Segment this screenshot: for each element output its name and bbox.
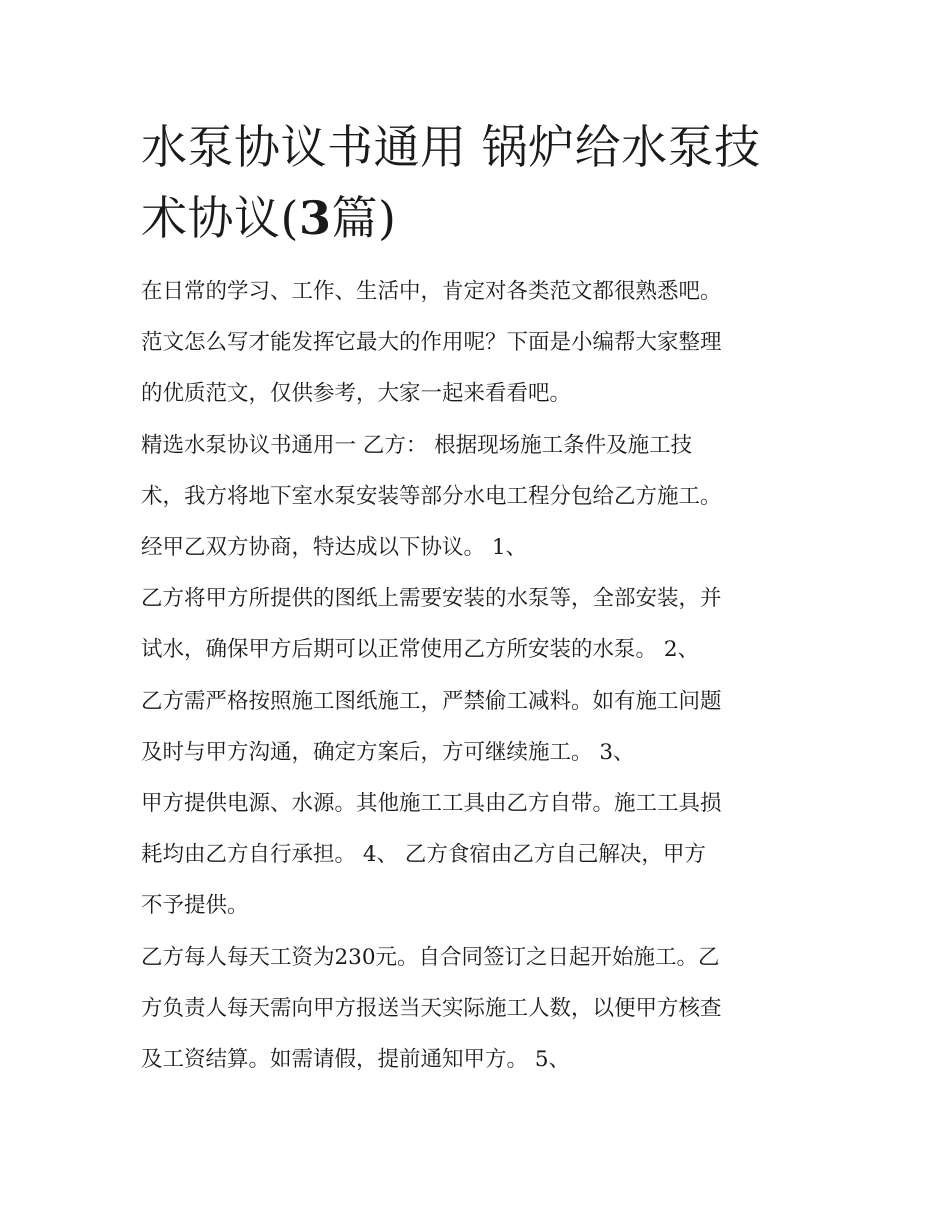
paragraph-clause-4	[141, 932, 821, 1086]
text-line: 在日常的学习、工作、生活中，肯定对各类范文都很熟悉吧。	[141, 279, 722, 304]
title-line-1: 水泵协议书通用 锅炉给水泵技	[141, 120, 761, 174]
text-line: 术，我方将地下室水泵安装等部分水电工程分包给乙方施工。	[141, 483, 722, 509]
text-line: 乙方每人每天工资为230元。自合同签订之日起开始施工。乙	[141, 944, 720, 970]
paragraph-clause-2	[141, 676, 821, 778]
text-line: 试水，确保甲方后期可以正常使用乙方所安装的水泵。 2、	[141, 637, 700, 663]
text-line: 不予提供。	[141, 893, 249, 919]
text-line: 方负责人每天需向甲方报送当天实际施工人数，以便甲方核查	[141, 995, 722, 1021]
paragraph-agreement-intro	[141, 420, 821, 574]
text-line: 耗均由乙方自行承担。 4、 乙方食宿由乙方自己解决，甲方	[141, 842, 706, 868]
text-line: 乙方将甲方所提供的图纸上需要安装的水泵等，全部安装，并	[141, 586, 722, 612]
text-line: 范文怎么写才能发挥它最大的作用呢？下面是小编帮大家整理	[141, 330, 722, 356]
title-line-2-suffix: 篇)	[331, 191, 397, 245]
text-line: 精选水泵协议书通用一 乙方： 根据现场施工条件及施工技	[141, 432, 693, 458]
text-line: 经甲乙双方协商，特达成以下协议。 1、	[141, 535, 528, 561]
text-line: 乙方需严格按照施工图纸施工，严禁偷工减料。如有施工问题	[141, 688, 722, 714]
paragraph-clause-1	[141, 573, 821, 675]
document-page	[141, 112, 821, 1085]
paragraph-intro	[141, 266, 821, 420]
text-line: 及工资结算。如需请假，提前通知甲方。 5、	[141, 1047, 571, 1073]
title-line-2	[141, 191, 396, 245]
text-line: 甲方提供电源、水源。其他施工工具由乙方自带。施工工具损	[141, 791, 722, 817]
title-line-2-prefix: 术协议(	[141, 191, 299, 245]
title-line-2-number: 3	[298, 191, 332, 245]
document-title	[141, 112, 821, 254]
text-line: 及时与甲方沟通，确定方案后，方可继续施工。 3、	[141, 739, 635, 765]
document-body	[141, 266, 821, 1085]
text-line: 的优质范文，仅供参考，大家一起来看看吧。	[141, 381, 572, 407]
paragraph-clause-3	[141, 778, 821, 932]
